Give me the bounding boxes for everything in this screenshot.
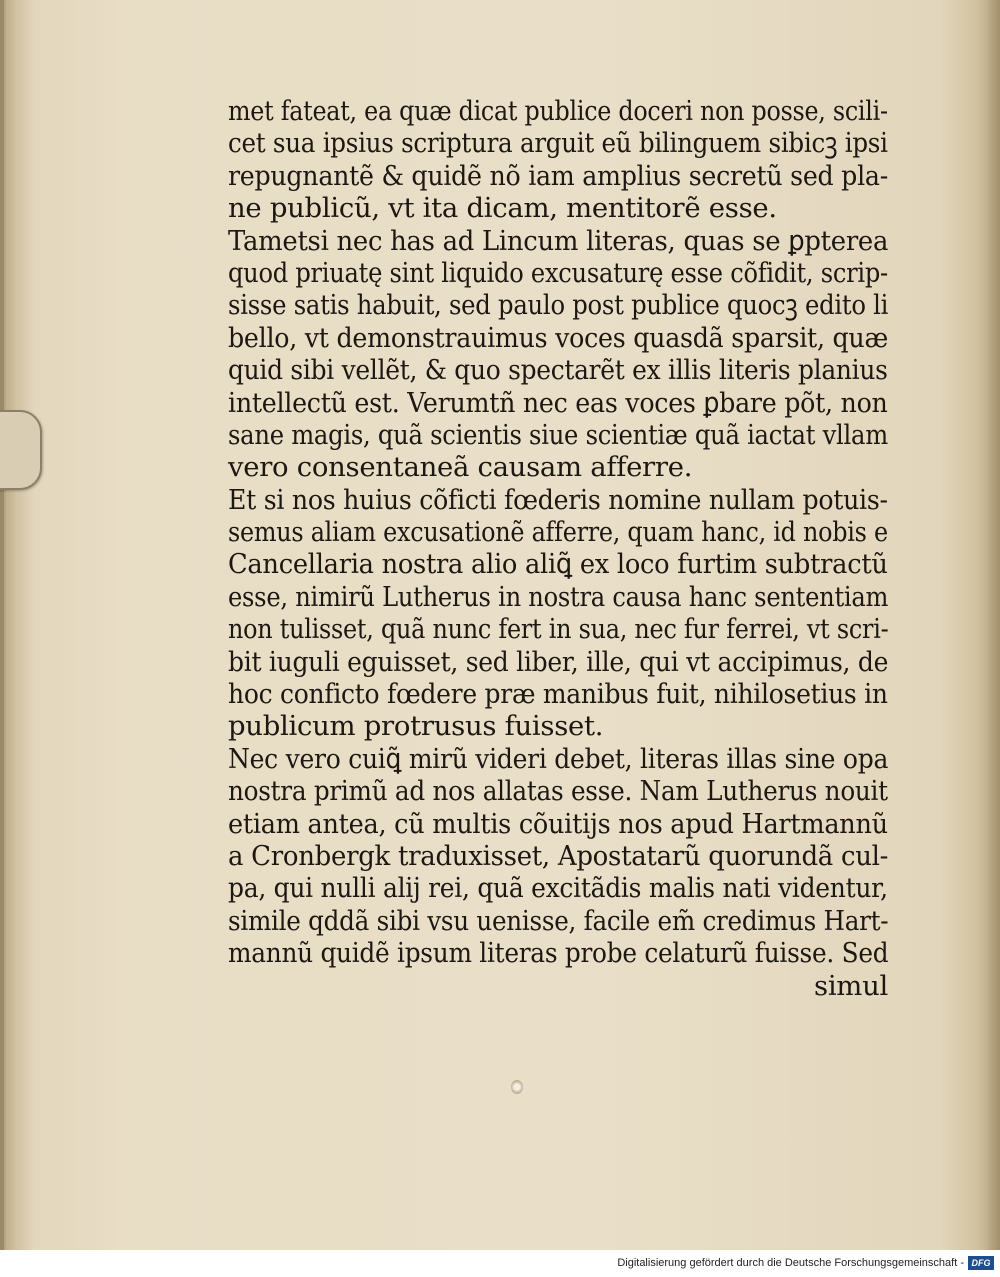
catchword: simul	[814, 969, 888, 1002]
text-line: a Cronbergk traduxisset, Apostatarũ quorundã cul-	[228, 839, 889, 872]
text-line: nostra primũ ad nos allatas esse. Nam Lutherus nouit	[228, 775, 888, 808]
text-line: quod priuatę sint liquido excusaturę esse cõfidit, scrip-	[228, 256, 888, 289]
text-line: bello, vt demonstrauimus voces quasdã sparsit, quæ	[228, 321, 888, 354]
dfg-logo: DFG	[968, 1256, 994, 1270]
page-edge	[6, 0, 9, 1250]
text-line: repugnantẽ & quidẽ nõ iam amplius secretũ sed pla-	[228, 159, 888, 192]
text-line: pa, qui nulli alij rei, quã excitãdis malis nati videntur,	[228, 872, 888, 905]
text-line: publicum protrusus fuisset.	[228, 710, 604, 743]
paper-stain	[511, 1080, 523, 1094]
text-line: bit iuguli eguisset, sed liber, ille, qui vt accipimus, de	[228, 645, 889, 678]
funding-credit: Digitalisierung gefördert durch die Deutsche Forschungsgemeinschaft -	[617, 1257, 964, 1269]
latin-text-block	[228, 95, 888, 1002]
text-line: ne publicũ, vt ita dicam, mentitorẽ esse.	[228, 192, 777, 225]
footer-bar	[0, 1250, 1000, 1277]
text-line: met fateat, ea quæ dicat publice doceri non posse, scili-	[228, 95, 888, 127]
text-line: cet sua ipsius scriptura arguit eũ bilinguem sibicꝫ ipsi	[228, 127, 888, 160]
text-line: mannũ quidẽ ipsum literas probe celaturũ fuisse. Sed	[228, 937, 889, 970]
text-line: sane magis, quã scientis siue scientiæ quã iactat vllam	[228, 418, 888, 451]
page-edge	[16, 0, 18, 1250]
text-line: Et si nos huius cõficti fœderis nomine nullam potuis-	[228, 483, 888, 516]
page-edge	[11, 0, 14, 1250]
text-line: Cancellaria nostra alio aliꝗ̃ ex loco furtim subtractũ	[228, 548, 888, 581]
text-line: intellectũ est. Verumtñ nec eas voces ꝑbare põt, non	[228, 386, 888, 419]
text-line: sisse satis habuit, sed paulo post publice quocꝫ edito li	[228, 289, 889, 322]
gutter-shadow	[986, 0, 1000, 1250]
text-line: non tulisset, quã nunc fert in sua, nec fur ferrei, vt scri-	[228, 613, 889, 646]
text-line: vero consentaneã causam afferre.	[228, 451, 693, 484]
text-line: quid sibi vellẽt, & quo spectarẽt ex illis literis planius	[228, 354, 888, 387]
page-tab-marker	[0, 410, 42, 490]
text-line: hoc conficto fœdere præ manibus fuit, nihilosetius in	[228, 678, 888, 711]
text-line: semus aliam excusationẽ afferre, quam hanc, id nobis e	[228, 516, 888, 549]
text-line: esse, nimirũ Lutherus in nostra causa hanc sententiam	[228, 580, 889, 613]
text-line: Nec vero cuiꝗ̃ mirũ videri debet, literas illas sine opa	[228, 742, 889, 775]
text-line: etiam antea, cũ multis cõuitijs nos apud Hartmannũ	[228, 807, 888, 840]
text-line: Tametsi nec has ad Lincum literas, quas se ꝑpterea	[228, 224, 889, 257]
text-line: simile qddã sibi vsu uenisse, facile em̃ credimus Hart-	[228, 904, 889, 937]
page-edge	[0, 0, 4, 1250]
